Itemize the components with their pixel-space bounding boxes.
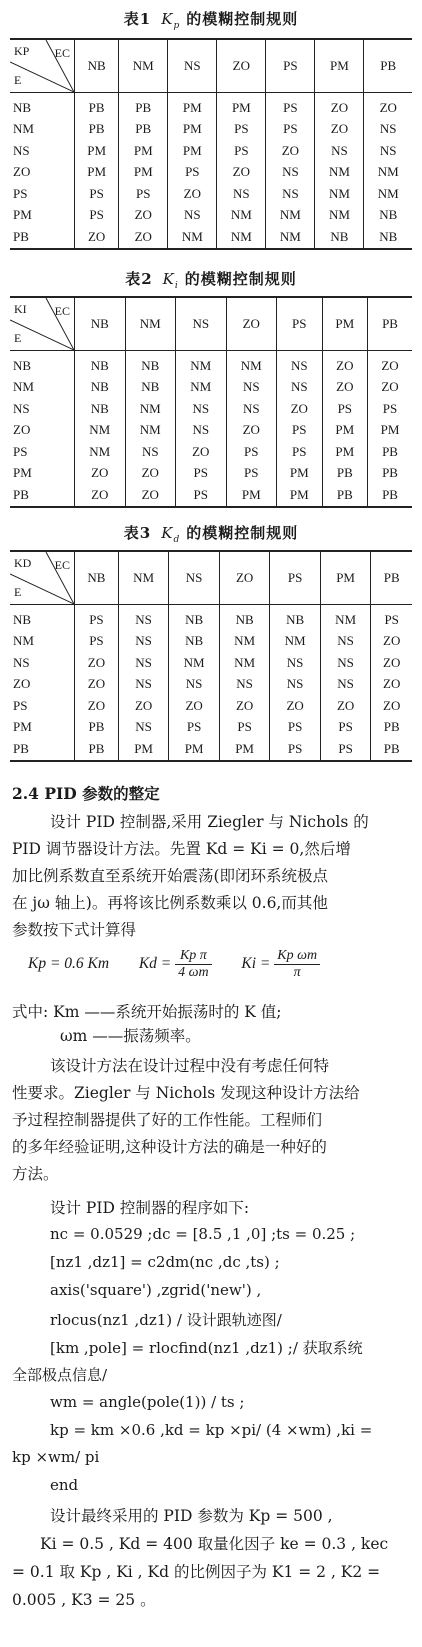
table-cell: ZO [75,484,126,507]
table-cell: PB [322,484,368,507]
table-cell: NB [75,398,126,420]
table-cell: NB [125,377,176,399]
table-cell: NB [364,226,412,249]
table-cell: PS [277,441,323,463]
table-cell: NB [364,205,412,227]
table-cell: PM [368,420,412,442]
column-header: PS [270,551,321,605]
table-cell: PM [168,93,217,119]
table-cell: PM [75,140,119,162]
table-3-kd-rules [10,550,412,762]
column-header: ZO [226,297,277,351]
row-label: PB [10,738,75,761]
table-cell: PM [119,162,168,184]
table-cell: ZO [125,484,176,507]
column-header: PM [315,39,364,93]
row-label: PB [10,484,75,507]
code-line-5: [km ,pole] = rlocfind(nz1 ,dz1) ;/ 获取系统 [50,1339,363,1357]
table-row [10,398,412,420]
column-header: PB [364,39,412,93]
row-label: PB [10,226,75,249]
table-cell: PM [168,119,217,141]
table-cell: PS [322,398,368,420]
row-label: ZO [13,422,31,438]
table-cell: ZO [119,226,168,249]
formula-ki-fraction: $\frac{\text{Kp ωm}}{\pi}$ [274,948,320,981]
table-cell: PS [119,183,168,205]
final-line-1: 设计最终采用的 PID 参数为 Kp = 500 , [50,1507,333,1525]
table-cell: NM [364,162,412,184]
table-cell: PM [322,441,368,463]
table-cell: NS [118,631,169,653]
row-label: PM [13,207,32,223]
column-header: ZO [219,551,270,605]
table-cell: NS [315,140,364,162]
table-cell: ZO [75,226,119,249]
table-cell: PB [119,93,168,119]
header-row [10,551,412,605]
where-line-2: ωm ——振荡频率。 [60,1027,201,1045]
code-line-9: kp ×wm/ pi [12,1448,100,1466]
table-cell: NB [125,351,176,377]
code-line-8: kp = km ×0.6 ,kd = kp ×pi/ (4 ×wm) ,ki = [50,1421,373,1439]
table-cell: NS [217,183,266,205]
table-cell: NS [320,631,371,653]
table-cell: ZO [169,695,220,717]
row-label: PS [13,185,28,201]
table-cell: NS [320,652,371,674]
table-cell: NS [118,674,169,696]
row-label: ZO [13,676,31,692]
table-cell: ZO [371,631,412,653]
table-cell: ZO [217,162,266,184]
table-cell: PS [75,205,119,227]
table-cell: NB [75,377,126,399]
formula-kd-lhs: Kd = [138,955,172,973]
table-row [10,140,412,162]
para2-line-2: 性要求。Ziegler 与 Nichols 发现这种设计方法给 [12,1084,360,1102]
table-cell: ZO [315,119,364,141]
column-header: PB [368,297,412,351]
table-cell: PS [320,738,371,761]
table-cell: NM [75,420,126,442]
table-cell: NB [270,605,321,631]
pid-formula [28,948,320,981]
table-row [10,377,412,399]
corner-row-label: KD [14,556,32,570]
table-cell: NS [364,119,412,141]
table-row [10,463,412,485]
table-cell: NS [168,205,217,227]
table-cell: PM [277,484,323,507]
row-label: PM [13,719,32,735]
para2-line-5: 方法。 [12,1165,59,1183]
row-label: PM [13,465,32,481]
table-cell: NS [320,674,371,696]
final-line-2: Ki = 0.5 , Kd = 400 取量化因子 ke = 0.3 , kec [40,1535,389,1553]
table-cell: NS [176,398,227,420]
code-line-2: [nz1 ,dz1] = c2dm(nc ,dc ,ts) ; [50,1253,280,1271]
table-row [10,717,412,739]
table-cell: NM [125,398,176,420]
table-cell: PS [270,738,321,761]
row-label: PS [13,443,28,459]
table-cell: NS [277,351,323,377]
table-cell: NM [266,226,315,249]
table-cell: NM [315,205,364,227]
table-2-ki-rules [10,296,412,508]
table-cell: NS [364,140,412,162]
table-cell: PB [368,463,412,485]
table-cell: PB [119,119,168,141]
code-line-1: nc = 0.0529 ;dc = [8.5 ,1 ,0] ;ts = 0.25 ; [50,1225,356,1243]
table-cell: ZO [176,441,227,463]
table-cell: ZO [371,674,412,696]
table-cell: NS [270,652,321,674]
column-header: ZO [217,39,266,93]
table-cell: NS [266,183,315,205]
table-row [10,351,412,377]
table-cell: PS [217,140,266,162]
table-cell: PM [168,140,217,162]
table-cell: ZO [322,351,368,377]
table-cell: PS [219,717,270,739]
column-header: PM [322,297,368,351]
formula-kd-fraction: $\frac{\text{Kp π}}{4 \omega m}$ [175,948,212,981]
row-label: NM [13,121,34,137]
corner-header [10,297,75,351]
table-cell: NS [118,717,169,739]
corner-col-label: EC [54,558,70,572]
para1-line-4: 在 jω 轴上)。再将该比例系数乘以 0.6,而其他 [12,894,328,912]
para1-line-5: 参数按下式计算得 [12,921,137,939]
table-cell: PM [226,484,277,507]
corner-e-label: E [14,585,22,599]
para2-line-4: 的多年经验证明,这种设计方法的确是一种好的 [12,1138,327,1156]
table-cell: ZO [266,140,315,162]
corner-e-label: E [14,73,22,87]
table-cell: NM [219,631,270,653]
column-header: NB [75,297,126,351]
table-row [10,605,412,631]
table-cell: ZO [322,377,368,399]
row-label: PS [13,697,28,713]
table-cell: NM [75,441,126,463]
table-cell: PB [75,119,119,141]
table-cell: NM [217,205,266,227]
table-cell: ZO [75,674,119,696]
code-line-6: 全部极点信息/ [12,1366,108,1384]
table-cell: ZO [371,695,412,717]
row-label: NS [13,142,30,158]
table-cell: PS [168,162,217,184]
row-label: NS [13,654,30,670]
table-cell: NS [226,377,277,399]
table-cell: ZO [75,652,119,674]
table-cell: PS [176,463,227,485]
table-cell: PM [217,93,266,119]
code-line-4: rlocus(nz1 ,dz1) / 设计跟轨迹图/ [50,1311,282,1329]
column-header: PS [266,39,315,93]
table-1-caption: 表1 $K_p$ 的模糊控制规则 [123,10,299,31]
table-cell: PB [371,738,412,761]
table-cell: ZO [168,183,217,205]
corner-e-label: E [14,331,22,345]
table-cell: ZO [371,652,412,674]
table-cell: PS [176,484,227,507]
table-cell: ZO [125,463,176,485]
table-cell: ZO [364,93,412,119]
table-row [10,162,412,184]
column-header: NS [169,551,220,605]
table-cell: NM [315,162,364,184]
table-cell: PM [75,162,119,184]
table-cell: PB [371,717,412,739]
column-header: NB [75,551,119,605]
para1-line-3: 加比例系数直至系统开始震荡(即闭环系统极点 [12,867,329,885]
formula-kp: Kp = 0.6 Km [28,955,110,973]
table-row [10,652,412,674]
table-cell: ZO [368,351,412,377]
header-row [10,297,412,351]
column-header: PM [320,551,371,605]
column-header: NM [119,39,168,93]
table-cell: NS [169,674,220,696]
column-header: PS [277,297,323,351]
table-cell: PS [169,717,220,739]
corner-row-label: KP [14,44,30,58]
table-cell: NM [176,377,227,399]
table-cell: PS [226,441,277,463]
table-cell: PB [75,738,119,761]
table-cell: PS [270,717,321,739]
table-row [10,226,412,249]
table-cell: PB [368,484,412,507]
table-cell: PB [368,441,412,463]
table-cell: PM [119,140,168,162]
table-cell: NM [364,183,412,205]
formula-ki-lhs: Ki = [241,955,271,973]
final-line-3: = 0.1 取 Kp , Ki , Kd 的比例因子为 K1 = 2 , K2 = [12,1563,381,1581]
header-row [10,39,412,93]
table-row [10,738,412,761]
corner-col-label: EC [54,46,70,60]
table-cell: NM [270,631,321,653]
para1-line-1: 设计 PID 控制器,采用 Ziegler 与 Nichols 的 [50,813,369,831]
table-cell: ZO [75,463,126,485]
para2-line-1: 该设计方法在设计过程中没有考虑任何特 [50,1057,330,1075]
table-cell: PM [219,738,270,761]
table-cell: ZO [119,205,168,227]
table-cell: PS [266,119,315,141]
table-cell: NS [266,162,315,184]
table-cell: PM [277,463,323,485]
table-cell: NS [176,420,227,442]
row-label: NM [13,633,34,649]
table-cell: NM [226,351,277,377]
table-cell: NM [219,652,270,674]
table-cell: PS [217,119,266,141]
table-cell: NB [219,605,270,631]
table-row [10,93,412,119]
table-cell: PM [118,738,169,761]
table-cell: NS [219,674,270,696]
column-header: NM [125,297,176,351]
table-cell: PS [226,463,277,485]
table-cell: NS [226,398,277,420]
table-cell: PB [75,717,119,739]
column-header: NB [75,39,119,93]
corner-header [10,39,75,93]
table-cell: PS [320,717,371,739]
column-header: NM [118,551,169,605]
table-cell: ZO [320,695,371,717]
para2-line-3: 予过程控制器提供了好的工作性能。工程师们 [12,1111,323,1129]
table-cell: PS [75,183,119,205]
code-line-7: wm = angle(pole(1)) / ts ; [50,1393,245,1411]
row-label: NB [13,99,32,115]
table-cell: NS [270,674,321,696]
table-cell: ZO [368,377,412,399]
table-2-caption: 表2 $K_i$ 的模糊控制规则 [125,270,297,291]
table-cell: PS [368,398,412,420]
code-line-10: end [50,1476,79,1494]
table-cell: NM [125,420,176,442]
table-cell: ZO [75,695,119,717]
column-header: PB [371,551,412,605]
table-cell: NM [169,652,220,674]
table-1-kp-rules [10,38,412,250]
table-cell: NB [315,226,364,249]
para1-line-2: PID 调节器设计方法。先置 Kd = Ki = 0,然后增 [12,840,351,858]
corner-row-label: KI [14,302,27,316]
table-row [10,205,412,227]
corner-col-label: EC [54,304,70,318]
program-intro: 设计 PID 控制器的程序如下: [50,1199,250,1217]
table-cell: NS [277,377,323,399]
table-cell: NM [217,226,266,249]
table-cell: ZO [118,695,169,717]
table-cell: PB [75,93,119,119]
table-cell: PB [322,463,368,485]
table-cell: PS [277,420,323,442]
table-cell: PS [75,605,119,631]
row-label: ZO [13,164,31,180]
table-row [10,631,412,653]
column-header: NS [168,39,217,93]
table-cell: NM [315,183,364,205]
where-line-1: 式中: Km ——系统开始振荡时的 K 值; [12,1003,282,1021]
table-cell: PS [266,93,315,119]
column-header: NS [176,297,227,351]
table-cell: ZO [277,398,323,420]
table-cell: PM [322,420,368,442]
section-heading: 2.4 PID 参数的整定 [12,784,160,803]
row-label: NB [13,357,32,373]
table-cell: NM [176,351,227,377]
final-line-4: 0.005 , K3 = 25 。 [12,1591,156,1609]
table-row [10,119,412,141]
corner-header [10,551,75,605]
table-cell: NS [118,652,169,674]
code-line-3: axis('square') ,zgrid('new') , [50,1281,262,1299]
table-cell: ZO [226,420,277,442]
table-3-caption: 表3 $K_d$ 的模糊控制规则 [123,524,299,545]
table-cell: NM [168,226,217,249]
table-cell: NS [125,441,176,463]
table-cell: NB [75,351,126,377]
table-cell: PS [75,631,119,653]
row-label: NB [13,611,32,627]
table-row [10,441,412,463]
table-row [10,420,412,442]
table-cell: NM [266,205,315,227]
row-label: NM [13,379,34,395]
table-cell: ZO [315,93,364,119]
table-row [10,183,412,205]
table-cell: PS [371,605,412,631]
table-cell: PM [169,738,220,761]
table-row [10,695,412,717]
table-cell: ZO [219,695,270,717]
table-row [10,674,412,696]
table-row [10,484,412,507]
row-label: NS [13,400,30,416]
table-cell: NB [169,605,220,631]
table-cell: NM [320,605,371,631]
table-cell: NS [118,605,169,631]
table-cell: ZO [270,695,321,717]
table-cell: NB [169,631,220,653]
